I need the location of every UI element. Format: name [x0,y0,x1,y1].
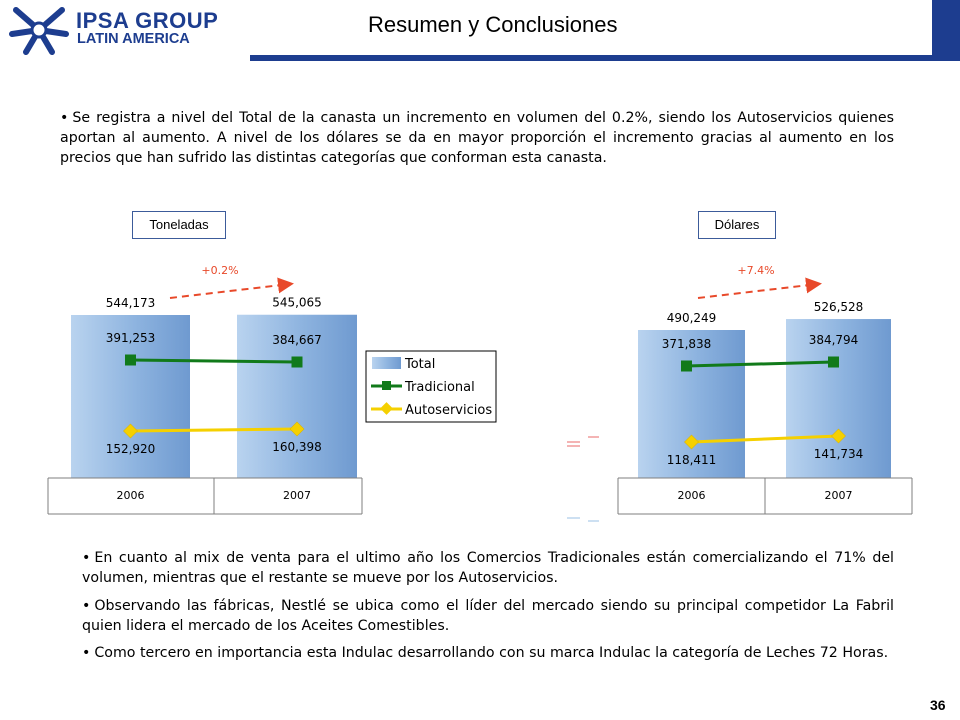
chart-legend [366,351,496,422]
x-tick-label-2007: 2007 [283,489,311,502]
chart-label-dolares: Dólares [698,211,776,239]
logo-text-line1: IPSA GROUP [76,8,219,33]
marker-tradicional-2007 [292,357,303,368]
data-label-autoservicios-2006: 152,920 [105,442,156,456]
bullet-item-2 [82,596,894,636]
series-line-autoservicios [131,429,298,431]
data-label-autoservicios-2007: 160,398 [272,440,322,454]
data-label-autoservicios-2006: 118,411 [666,453,717,467]
legend-autoservicios-label: Autoservicios [405,403,493,418]
marker-tradicional-2006 [681,361,692,372]
growth-arrow [698,284,818,298]
growth-label: +7.4% [737,264,775,277]
data-label-total-2007: 545,065 [272,295,322,310]
bullet-icon: • [82,598,91,614]
x-tick-label-2007: 2007 [824,489,853,502]
bullet-text-1: En cuanto al mix de venta para el ultimo año los Comercios Tradicionales están comercializando el 71% del volumen, mientras que el restante se mueve por los Autoservicios. [82,550,894,586]
data-label-autoservicios-2007: 141,734 [813,447,864,461]
data-label-tradicional-2006: 371,838 [661,337,712,351]
data-label-tradicional-2007: 384,667 [272,333,322,347]
marker-tradicional-2007 [828,357,839,368]
x-tick-label-2006: 2006 [116,489,145,502]
bullet-icon: • [60,110,69,126]
series-line-tradicional [131,360,298,362]
decorative-dashes [567,437,599,521]
legend-total-swatch [372,357,401,369]
bullet-icon: • [82,550,91,566]
data-label-total-2006: 490,249 [666,311,717,325]
logo-text-line2: LATIN AMERICA [77,31,190,47]
growth-label: +0.2% [201,264,239,277]
legend-tradicional-label: Tradicional [405,380,475,395]
bullet-item-3 [82,643,894,663]
chart-dolares [618,264,912,514]
x-tick-label-2006: 2006 [677,489,706,502]
intro-text: Se registra a nivel del Total de la canasta un incremento en volumen del 0.2%, siendo los Autoservicios quienes aportan al aumento. A nivel de los dólares se da en mayor proporción el incremento gracias al aumento en los precios que han sufrido las distintas categorías que conforman esta canasta. [60,110,894,166]
chart-label-toneladas: Toneladas [132,211,226,239]
data-label-tradicional-2007: 384,794 [808,333,859,347]
data-label-total-2006: 544,173 [105,296,156,310]
page-title: Resumen y Conclusiones [368,12,618,37]
bullet-item-1 [82,548,894,588]
bullet-text-3: Como tercero en importancia esta Indulac desarrollando con su marca Indulac la categoría de Leches 72 Horas. [94,645,889,661]
chart-toneladas [48,264,362,514]
legend-tradicional-marker [382,381,391,390]
legend-total-label: Total [405,357,436,372]
marker-tradicional-2006 [125,355,136,366]
data-label-tradicional-2006: 391,253 [105,331,156,345]
data-label-total-2007: 526,528 [813,300,864,315]
bullet-icon: • [82,645,91,661]
bullet-text-2: Observando las fábricas, Nestlé se ubica como el líder del mercado siendo su principal competidor La Fabril quien lidera el mercado de los Aceites Comestibles. [82,598,894,634]
page-number: 36 [930,697,946,713]
